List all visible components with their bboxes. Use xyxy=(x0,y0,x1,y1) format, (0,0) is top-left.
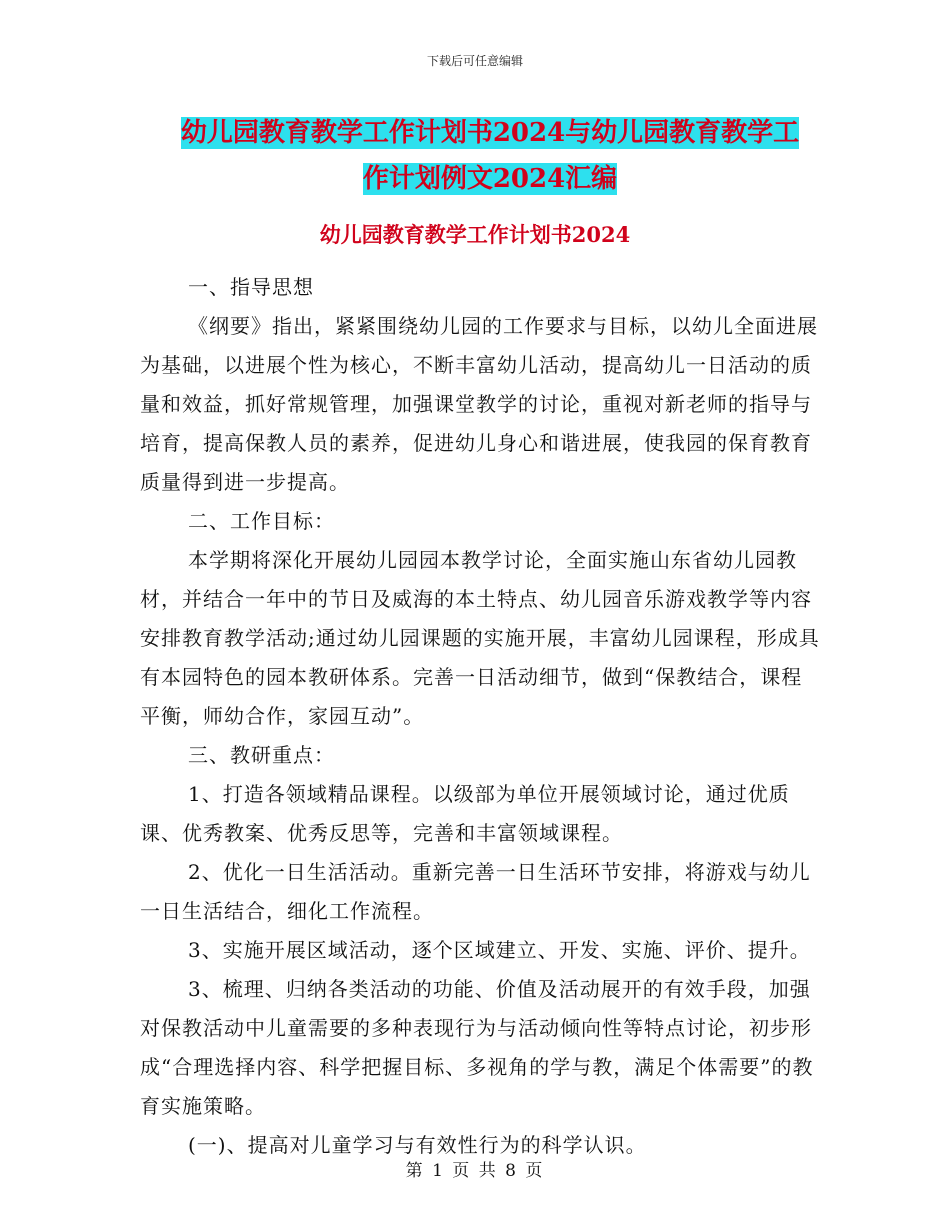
document-title xyxy=(140,110,840,202)
section-title: 幼儿园教育教学工作计划书2024 xyxy=(319,222,631,247)
header-note: 下载后可任意编辑 xyxy=(426,54,523,68)
document-body xyxy=(140,268,820,1165)
paragraph-guiding-ideology: 《纲要》指出，紧紧围绕幼儿园的工作要求与目标，以幼儿全面进展为基础，以进展个性为核心，不断丰富幼儿活动，提高幼儿一日活动的质量和效益，抓好常规管理，加强课堂教学的讨论，重视对新老师的指导与培育，提高保教人员的素养，促进幼儿身心和谐进展，使我园的保育教育质量得到进一步提高。 xyxy=(140,314,818,494)
heading-work-goals: 二、工作目标： xyxy=(188,509,335,533)
paragraph-item-3b: 3、梳理、归纳各类活动的功能、价值及活动展开的有效手段，加强对保教活动中儿童需要的多种表现行为与活动倾向性等特点讨论，初步形成“合理选择内容、科学把握目标、多视角的学与教，满足个体需要”的教育实施策略。 xyxy=(140,977,814,1118)
paragraph-item-3: 3、实施开展区域活动，逐个区域建立、开发、实施、评价、提升。 xyxy=(188,938,811,962)
paragraph-subheading-1: (一)、提高对儿童学习与有效性行为的科学认识。 xyxy=(188,1133,647,1157)
paragraph-work-goals: 本学期将深化开展幼儿园园本教学讨论，全面实施山东省幼儿园教材，并结合一年中的节日及威海的本土特点、幼儿园音乐游戏教学等内容安排教育教学活动;通过幼儿园课题的实施开展，丰富幼儿园课程，形成具有本园特色的园本教研体系。完善一日活动细节，做到“保教结合，课程平衡，师幼合作，家园互动”。 xyxy=(140,548,820,728)
title-line-1: 幼儿园教育教学工作计划书2024与幼儿园教育教学工 xyxy=(180,118,800,148)
heading-guiding-ideology: 一、指导思想 xyxy=(188,275,314,299)
paragraph-item-1: 1、打造各领域精品课程。以级部为单位开展领域讨论，通过优质课、优秀教案、优秀反思等，完善和丰富领域课程。 xyxy=(140,782,790,845)
page-footer: 第 1 页 共 8 页 xyxy=(405,1161,545,1181)
paragraph-item-2: 2、优化一日生活活动。重新完善一日生活环节安排，将游戏与幼儿一日生活结合，细化工作流程。 xyxy=(140,860,811,923)
title-line-2: 作计划例文2024汇编 xyxy=(362,164,618,194)
heading-research-focus: 三、教研重点： xyxy=(188,743,335,767)
